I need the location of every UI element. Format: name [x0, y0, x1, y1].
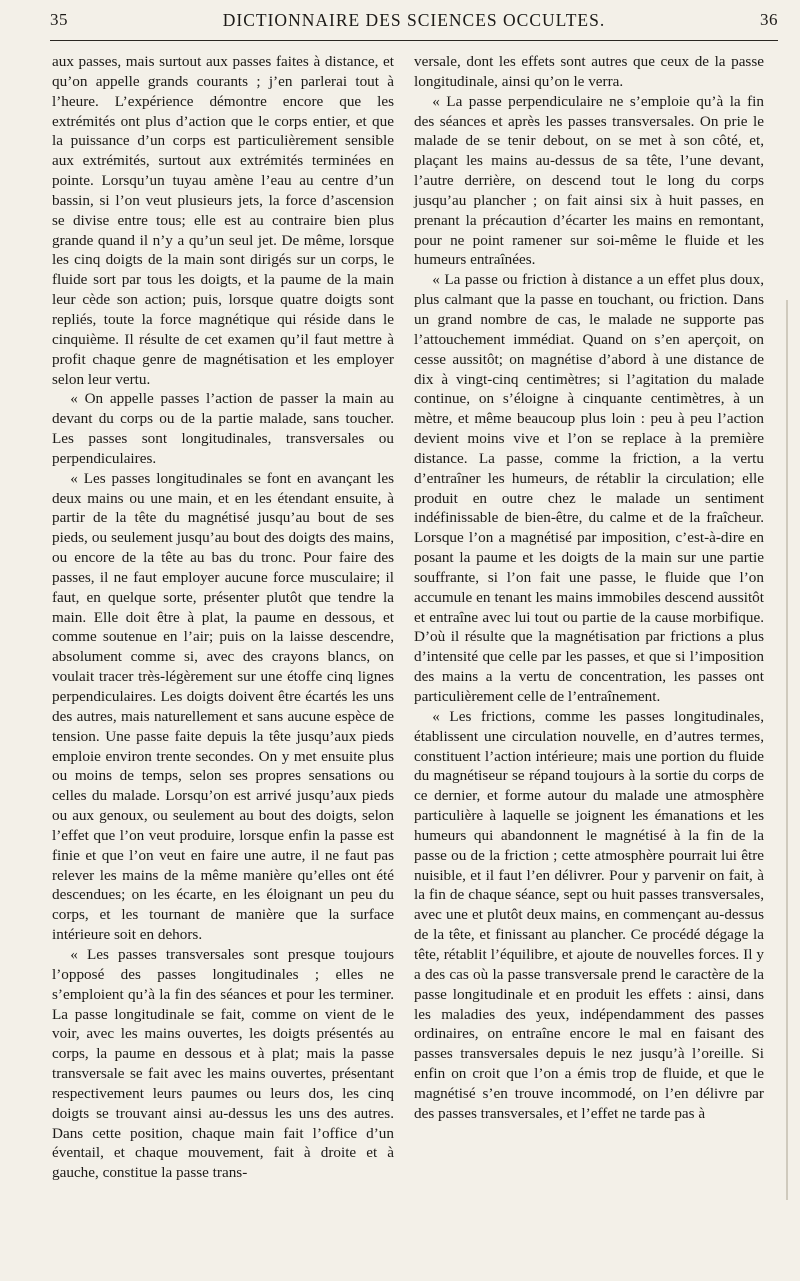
page-number-left: 35 [50, 10, 68, 29]
running-title: DICTIONNAIRE DES SCIENCES OCCULTES. [222, 10, 606, 30]
paragraph: aux passes, mais surtout aux passes faites à distance, et qu’on appelle grands courants ; j’en parlerai tout à l’heure. L’expérience démontre encore que les extrémités ont plus d’action que le corps entier, et que la puissance d’un corps est particulièrement sensible aux extrémités, surtout aux extrémités terminées en pointe. Lorsqu’un tuyau amène l’eau au centre d’un bassin, si l’on veut plusieurs jets, la force d’ascension se divise entre tous; elle est au contraire bien plus grande quand il n’y a qu’un seul jet. De même, lorsque les cinq doigts de la main sont dirigés sur un corps, le fluide sort par tous les doigts, et la paume de la main leur cède son action; puis, lorsque quatre doigts sont repliés, toute la force magnétique qui réside dans le cinquième. Il résulte de cet examen qu’il faut mettre à profit chaque genre de magnétisation et les employer selon leur vertu. [52, 53, 394, 388]
paragraph: « Les passes transversales sont presque toujours l’opposé des passes longitudinales ; elles ne s’emploient qu’à la fin des séances et pour les terminer. La passe longitudinale se fait, comme on vient de le voir, avec les mains ouvertes, les doigts présentés au corps, la paume en dessous et à plat; mais la passe transversale se fait avec les mains ouvertes, présentant respectivement leurs paumes ou leurs dos, les cinq doigts se trouvant ainsi au-dessus les uns des autres. Dans cette position, chaque main fait l’office d’un éventail, et chaque mouvement, fait à droite et à gauche, constitue la passe trans- [52, 945, 394, 1182]
paragraph: « Les passes longitudinales se font en avançant les deux mains ou une main, et en les étendant ensuite, à partir de la tête du magnétisé jusqu’au bout de ses pieds, ou seulement jusqu’au bout des doigts des mains, ou encore de la tête au bas du tronc. Pour faire des passes, il ne faut employer aucune force musculaire; il faut, en quelque sorte, présenter plutôt que tendre la main. Elle doit être à plat, la paume en dessous, et comme soutenue en l’air; puis on la laisse descendre, absolument comme si, avec des crayons blancs, on voulait tracer très-légèrement sur une étoffe cinq lignes perpendiculaires. Les doigts doivent être écartés les uns des autres, mais naturellement et sans aucune espèce de tension. Une passe faite depuis la tête jusqu’aux pieds emploie environ trente secondes. On y met ensuite plus ou moins de temps, selon ses propres sensations ou celles du malade. Lorsqu’on est arrivé jusqu’aux pieds ou aux genoux, ou seulement au bout des doigts, selon l’effet que l’on veut produire, lorsque enfin la passe est finie et que l’on veut en faire une autre, il ne faut pas relever les mains de la même manière qu’elles ont été descendues; on les écarte, en les éloignant un peu du corps, et les tournant de manière que la surface intérieure soit en dehors. [52, 469, 394, 944]
paragraph: « La passe ou friction à distance a un effet plus doux, plus calmant que la passe en touchant, ou friction. Dans un grand nombre de cas, le malade ne supporte pas l’attouchement immédiat. Quand on s’en aperçoit, on cesse aussitôt; on magnétise d’abord à une distance de dix à vingt-cinq centimètres; si l’agitation du malade continue, on s’éloigne à cinquante centimètres, à un mètre, et même beaucoup plus loin : peu à peu l’action devient moins vive et l’on se replace à la première distance. La passe, comme la friction, a la vertu d’entraîner les humeurs, de rétablir la circulation; elle produit en outre chez le malade un sentiment indéfinissable de bien-être, du calme et de la fraîcheur. Lorsque l’on a magnétisé par imposition, c’est-à-dire en posant la paume et les doigts de la main sur une partie souffrante, si l’on fait une passe, le fluide que l’on accumule en tenant les mains immobiles descend aussitôt et entraîne avec lui tout ou partie de la cause morbifique. D’où il résulte que la magnétisation par frictions a plus d’intensité que celle par les passes, et que si l’imposition des mains a la vertu de concentration, les passes ont particulièrement celle de l’entraînement. [414, 271, 764, 705]
paragraph: « La passe perpendiculaire ne s’emploie qu’à la fin des séances et après les passes transversales. On prie le malade de se tenir debout, on se met à son côté, et, plaçant les mains au-dessus de sa tête, l’une devant, l’autre derrière, on descend tout le long du corps jusqu’au plancher ; on fait ainsi six à huit passes, en prenant la précaution d’écarter les mains en remontant, pour ne point ramener sur soi-même le fluide et les humeurs entraînées. [414, 92, 764, 269]
page-number-right: 36 [760, 10, 778, 29]
paragraph: « On appelle passes l’action de passer la main au devant du corps ou de la partie malade, sans toucher. Les passes sont longitudinales, transversales ou perpendiculaires. [52, 390, 394, 467]
paragraph: « Les frictions, comme les passes longitudinales, établissent une circulation nouvelle, en d’autres termes, constituent l’action intérieure; mais une portion du fluide du magnétiseur se répand toujours à la sortie du corps de ce dernier, et forme autour du malade une atmosphère particulière à laquelle se joignent les émanations et les humeurs qui abandonnent le magnétisé à la fin de la passe ou de la friction ; cette atmosphère pourrait lui être nuisible, et il faut l’en délivrer. Pour y parvenir on fait, à la fin de chaque séance, sept ou huit passes transversales, avec une et plutôt deux mains, en commençant au-dessus de la tête, et finissant au plancher. Ce procédé dégage la tête, rétablit l’équilibre, et ajoute de nouvelles forces. Il y a des cas où la passe transversale prend le caractère de la passe longitudinale et en produit les effets : ainsi, dans les maladies des yeux, indépendamment des passes ordinaires, on entraîne encore le mal en faisant des passes transversales depuis le nez jusqu’à l’oreille. Si enfin on croit que l’on a émis trop de fluide, et que le magnétisé s’en trouve incommodé, on l’en délivre par des passes transversales, et l’effet ne tarde pas à [414, 707, 764, 1122]
right-column [414, 52, 764, 1124]
page-header [50, 6, 778, 41]
left-column [52, 52, 394, 1183]
binding-edge [786, 300, 788, 1200]
paragraph: versale, dont les effets sont autres que ceux de la passe longitudinale, ainsi qu’on le verra. [414, 53, 764, 90]
